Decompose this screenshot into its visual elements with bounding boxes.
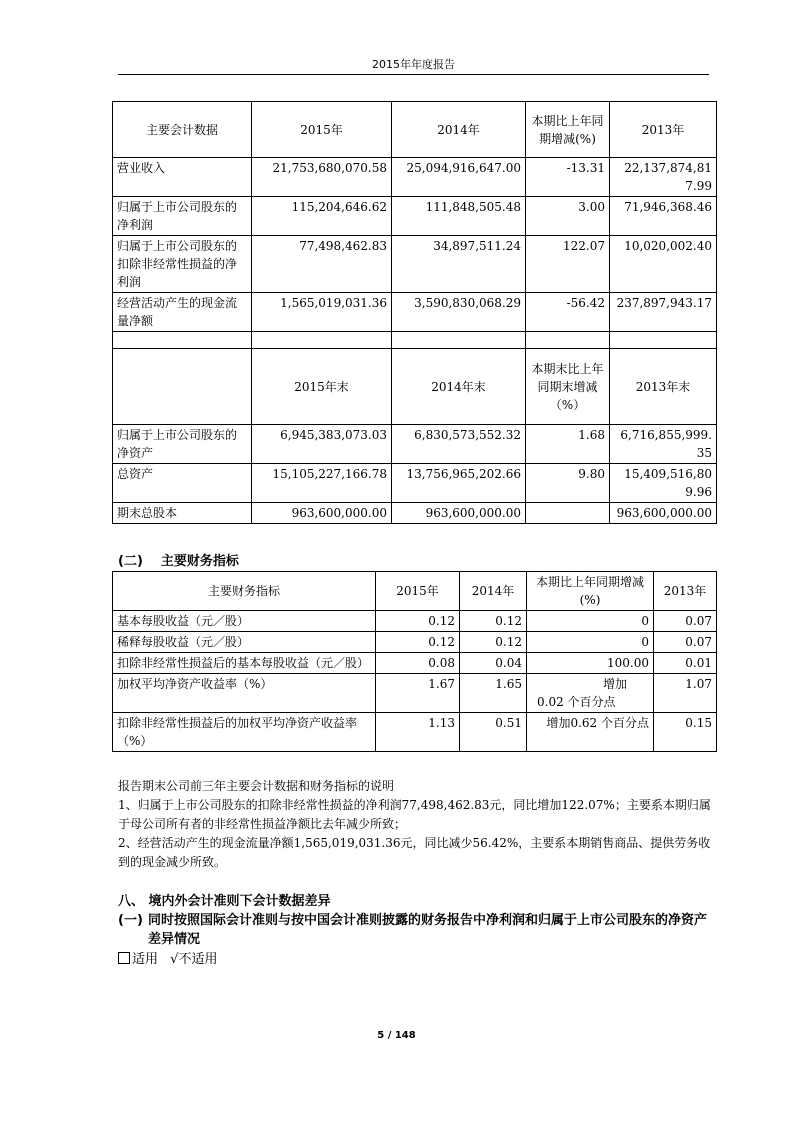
value-2014: 1.65 [460, 674, 527, 713]
empty-cell [252, 332, 392, 349]
value-change: 122.07 [526, 236, 610, 293]
value-2015: 77,498,462.83 [252, 236, 392, 293]
value-2013: 22,137,874,817.99 [610, 158, 717, 197]
value-2013: 237,897,943.17 [610, 293, 717, 332]
value-2013: 6,716,855,999.35 [610, 425, 717, 464]
value-2013: 0.07 [654, 632, 717, 653]
row-label: 扣除非经常性损益后的基本每股收益（元／股） [113, 653, 376, 674]
option-applicable: 适用 [132, 952, 159, 967]
value-2015: 0.12 [376, 632, 460, 653]
header-cell: 本期比上年同期增减(%) [527, 572, 654, 611]
table-row [113, 197, 717, 236]
value-2015: 963,600,000.00 [252, 503, 392, 524]
value-2014: 0.51 [460, 713, 527, 752]
applicability-choice [118, 951, 217, 969]
value-change: 0 [527, 632, 654, 653]
value-2014: 0.12 [460, 611, 527, 632]
subsection-number: (一) [118, 913, 143, 928]
value-2014: 963,600,000.00 [392, 503, 526, 524]
value-2014: 0.04 [460, 653, 527, 674]
empty-cell [113, 332, 252, 349]
header-cell: 2014年 [392, 102, 526, 158]
subsection-title: 同时按照国际会计准则与按中国会计准则披露的财务报告中净利润和归属于上市公司股东的净资产差异情况 [148, 913, 708, 947]
value-2013: 10,020,002.40 [610, 236, 717, 293]
value-change: 0 [527, 611, 654, 632]
value-2015: 0.08 [376, 653, 460, 674]
row-label: 经营活动产生的现金流量净额 [113, 293, 252, 332]
report-title: 2015年年度报告 [372, 58, 455, 71]
subsection-heading [118, 911, 713, 949]
table-row [113, 464, 717, 503]
header-cell: 主要财务指标 [113, 572, 376, 611]
header-cell: 2015年 [376, 572, 460, 611]
row-label: 加权平均净资产收益率（%） [113, 674, 376, 713]
value-2014: 6,830,573,552.32 [392, 425, 526, 464]
value-change: 1.68 [526, 425, 610, 464]
value-change: 100.00 [527, 653, 654, 674]
section-number: (二) [118, 554, 143, 569]
value-2013: 963,600,000.00 [610, 503, 717, 524]
row-label: 营业收入 [113, 158, 252, 197]
value-2015: 21,753,680,070.58 [252, 158, 392, 197]
section-eight-heading: 八、 境内外会计准则下会计数据差异 [118, 894, 331, 909]
row-label: 基本每股收益（元／股） [113, 611, 376, 632]
row-label: 扣除非经常性损益后的加权平均净资产收益率（%） [113, 713, 376, 752]
table-row [113, 653, 717, 674]
empty-cell [610, 332, 717, 349]
value-2014: 3,590,830,068.29 [392, 293, 526, 332]
value-2013: 0.15 [654, 713, 717, 752]
header-cell: 2013年末 [610, 349, 717, 425]
value-2014: 25,094,916,647.00 [392, 158, 526, 197]
value-2014: 111,848,505.48 [392, 197, 526, 236]
value-change: -13.31 [526, 158, 610, 197]
page-header [118, 60, 709, 75]
change-line-1: 增加 [602, 677, 627, 691]
value-2015: 6,945,383,073.03 [252, 425, 392, 464]
table-row [113, 503, 717, 524]
table-header-row [113, 102, 717, 158]
row-label: 归属于上市公司股东的净利润 [113, 197, 252, 236]
accounting-data-table [112, 101, 717, 524]
header-cell [113, 349, 252, 425]
value-change: -56.42 [526, 293, 610, 332]
value-change: 3.00 [526, 197, 610, 236]
table-row [113, 425, 717, 464]
row-label: 归属于上市公司股东的净资产 [113, 425, 252, 464]
value-2015: 1.67 [376, 674, 460, 713]
notes-item: 1、归属于上市公司股东的扣除非经常性损益的净利润77,498,462.83元，同比增加122.07%；主要系本期归属于母公司所有者的非经常性损益净额比去年减少所致； [118, 798, 711, 831]
table-row [113, 158, 717, 197]
notes-block [118, 777, 713, 872]
header-cell: 2013年 [654, 572, 717, 611]
notes-title: 报告期末公司前三年主要会计数据和财务指标的说明 [118, 779, 395, 793]
header-cell: 主要会计数据 [113, 102, 252, 158]
row-label: 归属于上市公司股东的扣除非经常性损益的净利润 [113, 236, 252, 293]
value-2014: 0.12 [460, 632, 527, 653]
value-2013: 0.07 [654, 611, 717, 632]
table-row [113, 674, 717, 713]
value-2015: 15,105,227,166.78 [252, 464, 392, 503]
check-mark-icon: √ [170, 952, 179, 967]
row-label: 期末总股本 [113, 503, 252, 524]
value-2013: 15,409,516,809.96 [610, 464, 717, 503]
header-cell: 2015年末 [252, 349, 392, 425]
header-cell: 2015年 [252, 102, 392, 158]
checkbox-applicable[interactable] [118, 952, 130, 964]
row-label: 稀释每股收益（元／股） [113, 632, 376, 653]
table-header-row [113, 572, 717, 611]
change-line-2: 0.02 个百分点 [537, 695, 616, 709]
value-2013: 71,946,368.46 [610, 197, 717, 236]
value-change [527, 674, 654, 713]
value-2014: 13,756,965,202.66 [392, 464, 526, 503]
header-cell: 2014年末 [392, 349, 526, 425]
value-change: 增加0.62 个百分点 [527, 713, 654, 752]
value-2014: 34,897,511.24 [392, 236, 526, 293]
section-title: 主要财务指标 [160, 554, 239, 569]
value-2015: 1,565,019,031.36 [252, 293, 392, 332]
value-change [526, 503, 610, 524]
value-2015: 1.13 [376, 713, 460, 752]
table-header-row [113, 349, 717, 425]
table-row [113, 236, 717, 293]
section-heading [118, 550, 239, 569]
option-not-applicable: 不适用 [178, 952, 218, 967]
financial-indicators-table [112, 571, 717, 752]
header-cell: 2013年 [610, 102, 717, 158]
spacer-row [113, 332, 717, 349]
page-number: 5 / 148 [377, 1030, 416, 1041]
notes-item: 2、经营活动产生的现金流量净额1,565,019,031.36元，同比减少56.42%，主要系本期销售商品、提供劳务收到的现金减少所致。 [118, 836, 711, 869]
value-2013: 1.07 [654, 674, 717, 713]
empty-cell [392, 332, 526, 349]
value-2015: 115,204,646.62 [252, 197, 392, 236]
header-cell: 本期末比上年同期末增减（%） [526, 349, 610, 425]
empty-cell [526, 332, 610, 349]
row-label: 总资产 [113, 464, 252, 503]
table-row [113, 611, 717, 632]
value-2015: 0.12 [376, 611, 460, 632]
table-row [113, 293, 717, 332]
table-row [113, 713, 717, 752]
value-change: 9.80 [526, 464, 610, 503]
header-cell: 本期比上年同期增减(%) [526, 102, 610, 158]
header-cell: 2014年 [460, 572, 527, 611]
value-2013: 0.01 [654, 653, 717, 674]
table-row [113, 632, 717, 653]
